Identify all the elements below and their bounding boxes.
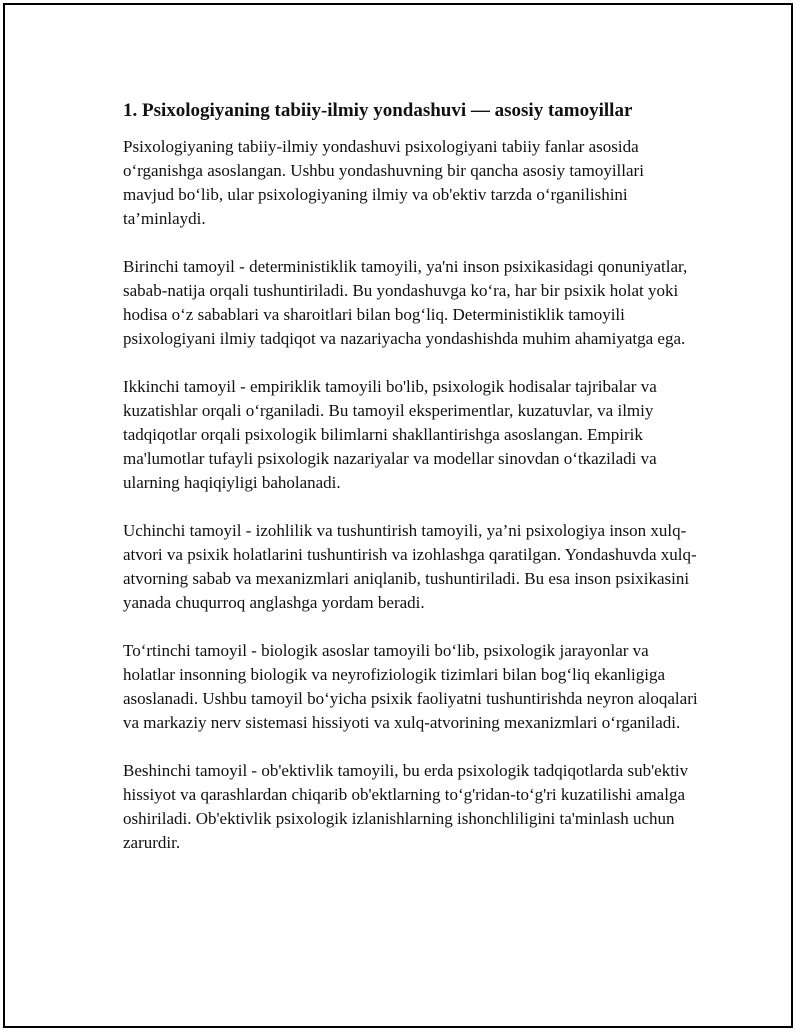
document-body: [123, 97, 698, 879]
page-frame: [3, 3, 793, 1028]
paragraph-principle-1: Birinchi tamoyil - deterministiklik tamoyili, ya'ni inson psixikasidagi qonuniyatlar, sabab-natija orqali tushuntiriladi. Bu yondashuvga ko‘ra, har bir psixik holat yoki hodisa o‘z sabablari va sharoitlari bilan bog‘liq. Deterministiklik tamoyili psixologiyani ilmiy tadqiqot va nazariyacha yondashishda muhim ahamiyatga ega.: [123, 257, 688, 348]
paragraph-intro: Psixologiyaning tabiiy-ilmiy yondashuvi psixologiyani tabiiy fanlar asosida o‘rganishga asoslangan. Ushbu yondashuvning bir qancha asosiy tamoyillari mavjud bo‘lib, ular psixologiyaning ilmiy va ob'ektiv tarzda o‘rganilishini ta’minlaydi.: [123, 137, 644, 228]
paragraph-principle-5: Beshinchi tamoyil - ob'ektivlik tamoyili, bu erda psixologik tadqiqotlarda sub'ektiv hissiyot va qarashlardan chiqarib ob'ektlarning to‘g'ridan-to‘g'ri kuzatilishi amalga oshiriladi. Ob'ektivlik psixologik izlanishlarning ishonchliligini ta'minlash uchun zarurdir.: [123, 761, 689, 852]
document-title: 1. Psixologiyaning tabiiy-ilmiy yondashuvi — asosiy tamoyillar: [123, 100, 633, 121]
paragraph-principle-2: Ikkinchi tamoyil - empiriklik tamoyili bo'lib, psixologik hodisalar tajribalar va kuzatishlar orqali o‘rganiladi. Bu tamoyil eksperimentlar, kuzatuvlar, va ilmiy tadqiqotlar orqali psixologik bilimlarni shakllantirishga asoslangan. Empirik ma'lumotlar tufayli psixologik nazariyalar va modellar sinovdan o‘tkaziladi va ularning haqiqiyligi baholanadi.: [123, 377, 657, 492]
paragraph-principle-4: To‘rtinchi tamoyil - biologik asoslar tamoyili bo‘lib, psixologik jarayonlar va holatlar insonning biologik va neyrofiziologik tizimlari bilan bog‘liq ekanligiga asoslanadi. Ushbu tamoyil bo‘yicha psixik faoliyatni tushuntirishda neyron aloqalari va markaziy nerv sistemasi hissiyoti va xulq-atvorining mexanizmlari o‘rganiladi.: [123, 641, 698, 732]
paragraph-principle-3: Uchinchi tamoyil - izohlilik va tushuntirish tamoyili, ya’ni psixologiya inson xulq-atvori va psixik holatlarini tushuntirish va izohlashga qaratilgan. Yondashuvda xulq-atvorning sabab va mexanizmlari aniqlanib, tushuntiriladi. Bu esa inson psixikasini yanada chuqurroq anglashga yordam beradi.: [123, 521, 697, 612]
